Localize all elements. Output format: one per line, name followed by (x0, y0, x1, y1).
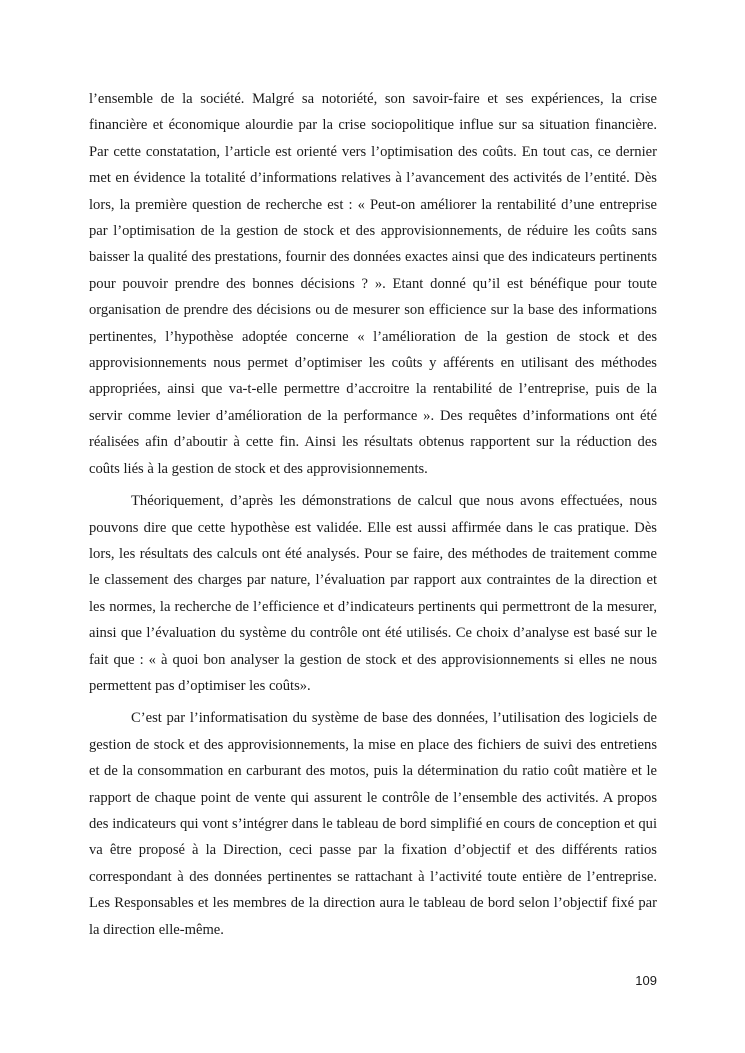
page-number: 109 (635, 973, 657, 988)
paragraph-3: C’est par l’informatisation du système de base des données, l’utilisation des logiciels de gestion de stock et des approvisionnements, la mise en place des fichiers de suivi des entretiens et de la consommation en carburant des motos, puis la détermination du ratio coût matière et le rapport de chaque point de vente qui assurent le contrôle de l’ensemble des activités. A propos des indicateurs qui vont s’intégrer dans le tableau de bord simplifié en cours de conception et qui va être proposé à la Direction, ceci passe par la fixation d’objectif et des différents ratios correspondant à des données pertinentes se rattachant à l’activité toute entière de l’entreprise. Les Responsables et les membres de la direction aura le tableau de bord selon l’objectif fixé par la direction elle-même. (89, 710, 657, 938)
paragraph-2: Théoriquement, d’après les démonstrations de calcul que nous avons effectuées, nous pouvons dire que cette hypothèse est validée. Elle est aussi affirmée dans le cas pratique. Dès lors, les résultats des calculs ont été analysés. Pour se faire, des méthodes de traitement comme le classement des charges par nature, l’évaluation par rapport aux contraintes de la direction et les normes, la recherche de l’efficience et d’indicateurs pertinents qui permettront de la mesurer, ainsi que l’évaluation du système du contrôle ont été utilisés. Ce choix d’analyse est basé sur le fait que : « à quoi bon analyser la gestion de stock et des approvisionnements si elles ne nous permettent pas d’optimiser les coûts». (89, 493, 657, 694)
paragraph-1: l’ensemble de la société. Malgré sa notoriété, son savoir-faire et ses expériences, la crise financière et économique alourdie par la crise sociopolitique influe sur sa situation financière. Par cette constatation, l’article est orienté vers l’optimisation des coûts. En tout cas, ce dernier met en évidence la totalité d’informations relatives à l’avancement des activités de l’entité. Dès lors, la première question de recherche est : « Peut-on améliorer la rentabilité d’une entreprise par l’optimisation de la gestion de stock et des approvisionnements, de réduire les coûts sans baisser la qualité des prestations, fournir des données exactes ainsi que des indicateurs pertinents pour pouvoir prendre des bonnes décisions ? ». Etant donné qu’il est bénéfique pour toute organisation de prendre des décisions ou de mesurer son efficience sur la base des informations pertinentes, l’hypothèse adoptée concerne « l’amélioration de la gestion de stock et des approvisionnements nous permet d’optimiser les coûts y afférents en utilisant des méthodes appropriées, ainsi que va-t-elle permettre d’accroitre la rentabilité de l’entreprise, puis de la servir comme levier d’amélioration de la performance ». Des requêtes d’informations ont été réalisées afin d’aboutir à cette fin. Ainsi les résultats obtenus rapportent sur la réduction des coûts liés à la gestion de stock et des approvisionnements. (89, 91, 657, 477)
document-body (89, 86, 657, 943)
